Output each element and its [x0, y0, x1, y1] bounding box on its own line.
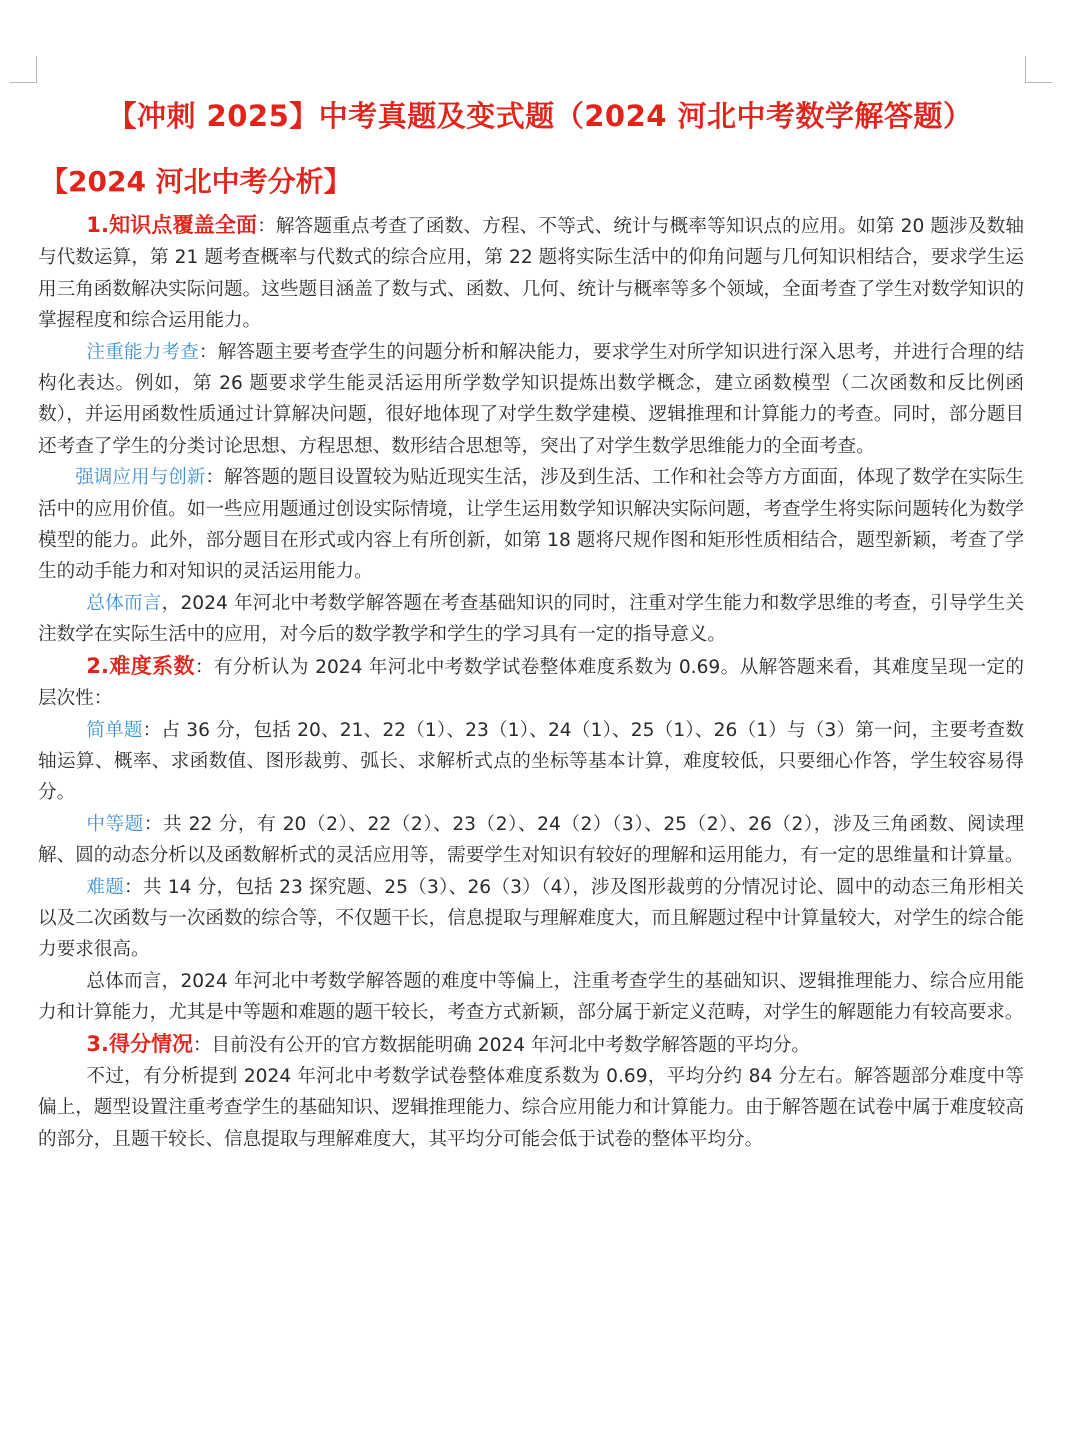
page-corner-mark-left — [10, 56, 37, 83]
paragraph-knowledge-coverage: 1.知识点覆盖全面：解答题重点考查了函数、方程、不等式、统计与概率等知识点的应用。如第 20 题涉及数轴与代数运算，第 21 题考查概率与代数式的综合应用，第 22 题将实际生活中的仰角问题与几何知识相结合，要求学生运用三角函数解决实际问题。这些题目涵盖了数与式、函数、几何、统计与概率等多个领域，全面考查了学生对数学知识的掌握程度和综合运用能力。 — [38, 213, 1024, 332]
paragraph-hard: 难题：共 14 分，包括 23 探究题、25（3）、26（3）（4），涉及图形裁剪的分情况讨论、圆中的动态三角形相关以及二次函数与一次函数的综合等，不仅题干长，信息提取与理解难度大，而且解题过程中计算量较大，对学生的综合能力要求很高。 — [38, 876, 1024, 961]
paragraph-easy: 简单题：占 36 分，包括 20、21、22（1）、23（1）、24（1）、25（1）、26（1）与（3）第一问，主要考查数轴运算、概率、求函数值、图形裁剪、弧长、求解析式点的坐标等基本计算，难度较低，只要细心作答，学生较容易得分。 — [38, 719, 1024, 804]
paragraph-difficulty: 2.难度系数：有分析认为 2024 年河北中考数学试卷整体难度系数为 0.69。从解答题来看，其难度呈现一定的层次性： — [38, 653, 1025, 710]
heading-score: 3.得分情况 — [86, 1031, 193, 1056]
paragraph-score-detail: 不过，有分析提到 2024 年河北中考数学试卷整体难度系数为 0.69，平均分约 84 分左右。解答题部分难度中等偏上，题型设置注重考查学生的基础知识、逻辑推理能力、综合应用能力和计算能力。由于解答题在试卷中属于难度较高的部分，且题干较长、信息提取与理解难度大，其平均分可能会低于试卷的整体平均分。 — [38, 1065, 1024, 1150]
heading-difficulty: 2.难度系数 — [86, 653, 195, 678]
heading-knowledge-coverage: 1.知识点覆盖全面 — [86, 213, 258, 237]
label-overall: 总体而言 — [86, 592, 162, 614]
paragraph-difficulty-summary: 总体而言，2024 年河北中考数学解答题的难度中等偏上，注重考查学生的基础知识、逻辑推理能力、综合应用能力和计算能力，尤其是中等题和难题的题干较长，考查方式新颖，部分属于新定义范畴，对学生的解题能力有较高要求。 — [38, 970, 1024, 1024]
label-easy: 简单题 — [86, 719, 143, 741]
label-medium: 中等题 — [86, 813, 144, 835]
paragraph-score: 3.得分情况：目前没有公开的官方数据能明确 2024 年河北中考数学解答题的平均分。 — [86, 1031, 810, 1056]
document-title: 【冲刺 2025】中考真题及变式题（2024 河北中考数学解答题） — [107, 99, 973, 133]
paragraph-application: 强调应用与创新：解答题的题目设置较为贴近现实生活，涉及到生活、工作和社会等方方面面，体现了数学在实际生活中的应用价值。如一些应用题通过创设实际情境，让学生运用数学知识解决实际问题，考查学生将实际问题转化为数学模型的能力。此外，部分题目在形式或内容上有所创新，如第 18 题将尺规作图和矩形性质相结合，题型新颖，考查了学生的动手能力和对知识的灵活运用能力。 — [38, 467, 1024, 583]
section-title: 【2024 河北中考分析】 — [40, 165, 352, 198]
paragraph-overall: 总体而言，2024 年河北中考数学解答题在考查基础知识的同时，注重对学生能力和数学思维的考查，引导学生关注数学在实际生活中的应用，对今后的数学教学和学生的学习具有一定的指导意义。 — [38, 592, 1024, 646]
paragraph-medium: 中等题：共 22 分，有 20（2）、22（2）、23（2）、24（2）（3）、25（2）、26（2），涉及三角函数、阅读理解、圆的动态分析以及函数解析式的灵活应用等，需要学生对知识有较好的理解和运用能力，有一定的思维量和计算量。 — [38, 813, 1024, 867]
paragraph-ability: 注重能力考查：解答题主要考查学生的问题分析和解决能力，要求学生对所学知识进行深入思考，并进行合理的结构化表达。例如，第 26 题要求学生能灵活运用所学数学知识提炼出数学概念，建立函数模型（二次函数和反比例函数），并运用函数性质通过计算解决问题，很好地体现了对学生数学建模、逻辑推理和计算能力的考查。同时，部分题目还考查了学生的分类讨论思想、方程思想、数形结合思想等，突出了对学生数学思维能力的全面考查。 — [38, 341, 1024, 457]
page-corner-mark-right — [1025, 56, 1052, 83]
label-ability: 注重能力考查 — [86, 341, 199, 363]
label-hard: 难题 — [86, 876, 125, 898]
label-application: 强调应用与创新 — [75, 467, 206, 489]
document-body — [38, 210, 1024, 1155]
